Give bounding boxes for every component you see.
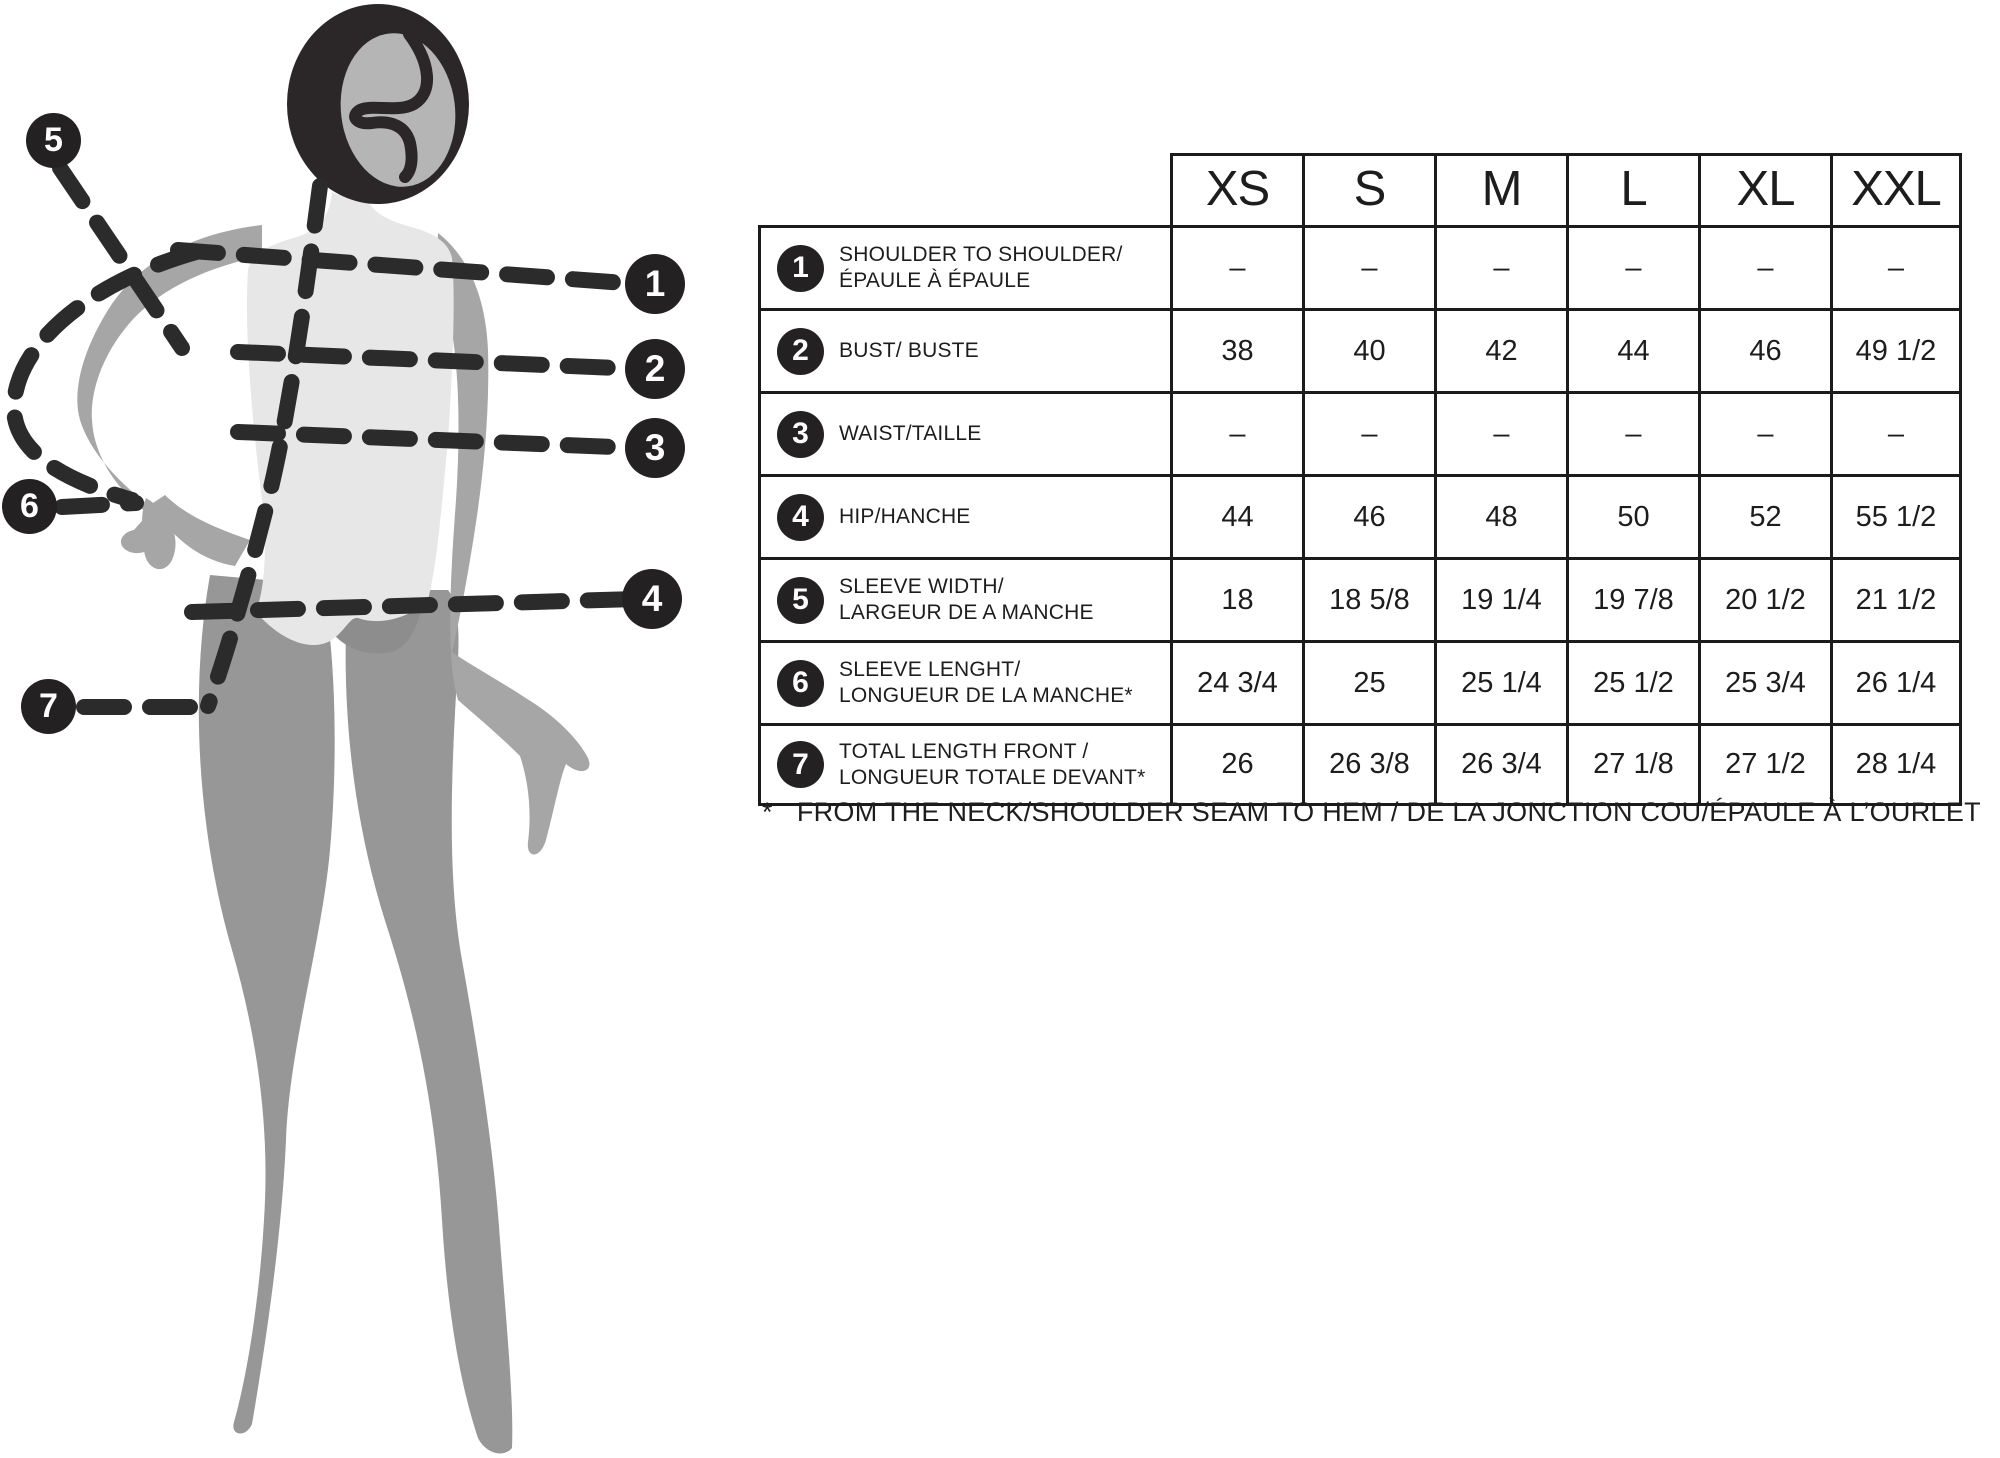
value-bust-m: 42 (1434, 308, 1566, 391)
row-label-en: SLEEVE WIDTH/ (839, 575, 1004, 598)
value-sleeve-width-l: 19 7/8 (1566, 557, 1698, 640)
footnote-asterisk: * (762, 797, 773, 827)
size-header-xl: XL (1698, 153, 1830, 225)
value-sleeve-length-s: 25 (1302, 640, 1434, 723)
row-label-en: SHOULDER TO SHOULDER/ (839, 243, 1123, 266)
value-bust-l: 44 (1566, 308, 1698, 391)
row-label-en: HIP/HANCHE (839, 505, 971, 528)
value-sleeve-length-xxl: 26 1/4 (1830, 640, 1962, 723)
row-number-badge: 1 (777, 245, 824, 292)
value-waist-xs: – (1170, 391, 1302, 474)
footnote (762, 797, 1981, 828)
value-hip-m: 48 (1434, 474, 1566, 557)
value-sleeve-length-xl: 25 3/4 (1698, 640, 1830, 723)
size-header-xxl: XXL (1830, 153, 1962, 225)
row-label-total-length (758, 723, 1170, 806)
value-hip-l: 50 (1566, 474, 1698, 557)
size-header-s: S (1302, 153, 1434, 225)
row-number-badge: 7 (777, 741, 824, 788)
callout-1: 1 (625, 254, 685, 314)
value-sleeve-width-s: 18 5/8 (1302, 557, 1434, 640)
row-number-badge: 3 (777, 411, 824, 458)
croquis-illustration (0, 0, 720, 1458)
value-total-length-l: 27 1/8 (1566, 723, 1698, 806)
line-sleeve-length-pointer (62, 503, 136, 507)
row-label-en: BUST/ BUSTE (839, 339, 979, 362)
row-label-shoulder (758, 225, 1170, 308)
value-waist-xxl: – (1830, 391, 1962, 474)
row-label-fr: LONGUEUR TOTALE DEVANT* (839, 765, 1146, 789)
row-label-sleeve-width (758, 557, 1170, 640)
value-bust-xl: 46 (1698, 308, 1830, 391)
value-shoulder-l: – (1566, 225, 1698, 308)
size-header-m: M (1434, 153, 1566, 225)
value-bust-s: 40 (1302, 308, 1434, 391)
value-total-length-m: 26 3/4 (1434, 723, 1566, 806)
value-total-length-s: 26 3/8 (1302, 723, 1434, 806)
row-label-en: SLEEVE LENGHT/ (839, 658, 1021, 681)
value-waist-xl: – (1698, 391, 1830, 474)
value-shoulder-s: – (1302, 225, 1434, 308)
value-shoulder-xxl: – (1830, 225, 1962, 308)
value-total-length-xs: 26 (1170, 723, 1302, 806)
value-hip-s: 46 (1302, 474, 1434, 557)
row-label-bust (758, 308, 1170, 391)
row-number-badge: 2 (777, 328, 824, 375)
value-sleeve-width-xl: 20 1/2 (1698, 557, 1830, 640)
value-shoulder-xs: – (1170, 225, 1302, 308)
value-sleeve-length-m: 25 1/4 (1434, 640, 1566, 723)
value-hip-xxl: 55 1/2 (1830, 474, 1962, 557)
row-label-en: WAIST/TAILLE (839, 422, 982, 445)
value-shoulder-xl: – (1698, 225, 1830, 308)
footnote-text: FROM THE NECK/SHOULDER SEAM TO HEM / DE LA JONCTION COU/ÉPAULE À L’OURLET (796, 797, 1981, 827)
value-hip-xl: 52 (1698, 474, 1830, 557)
row-number-badge: 6 (777, 660, 824, 707)
row-label-waist (758, 391, 1170, 474)
row-label-hip (758, 474, 1170, 557)
row-number-badge: 4 (777, 494, 824, 541)
figure-left-arm (77, 225, 262, 569)
value-bust-xs: 38 (1170, 308, 1302, 391)
size-table (758, 153, 1962, 806)
size-header-xs: XS (1170, 153, 1302, 225)
table-corner-spacer (758, 153, 1170, 225)
measurement-figure (0, 0, 720, 1458)
value-waist-s: – (1302, 391, 1434, 474)
row-label-fr: ÉPAULE À ÉPAULE (839, 269, 1031, 292)
size-header-l: L (1566, 153, 1698, 225)
figure-head (287, 4, 469, 204)
row-label-sleeve-length (758, 640, 1170, 723)
callout-6: 6 (2, 479, 57, 534)
value-sleeve-width-xs: 18 (1170, 557, 1302, 640)
callout-5: 5 (26, 113, 81, 168)
value-sleeve-length-l: 25 1/2 (1566, 640, 1698, 723)
value-shoulder-m: – (1434, 225, 1566, 308)
figure-right-arm (436, 233, 589, 855)
row-label-fr: LONGUEUR DE LA MANCHE* (839, 684, 1133, 707)
value-waist-m: – (1434, 391, 1566, 474)
row-label-fr: LARGEUR DE A MANCHE (839, 601, 1094, 624)
value-total-length-xl: 27 1/2 (1698, 723, 1830, 806)
value-waist-l: – (1566, 391, 1698, 474)
value-hip-xs: 44 (1170, 474, 1302, 557)
row-number-badge: 5 (777, 577, 824, 624)
value-total-length-xxl: 28 1/4 (1830, 723, 1962, 806)
row-label-en: TOTAL LENGTH FRONT / (839, 739, 1089, 763)
value-sleeve-width-xxl: 21 1/2 (1830, 557, 1962, 640)
callout-2: 2 (625, 339, 685, 399)
value-sleeve-length-xs: 24 3/4 (1170, 640, 1302, 723)
callout-7: 7 (21, 679, 76, 734)
callout-4: 4 (622, 569, 682, 629)
value-bust-xxl: 49 1/2 (1830, 308, 1962, 391)
callout-3: 3 (625, 418, 685, 478)
value-sleeve-width-m: 19 1/4 (1434, 557, 1566, 640)
